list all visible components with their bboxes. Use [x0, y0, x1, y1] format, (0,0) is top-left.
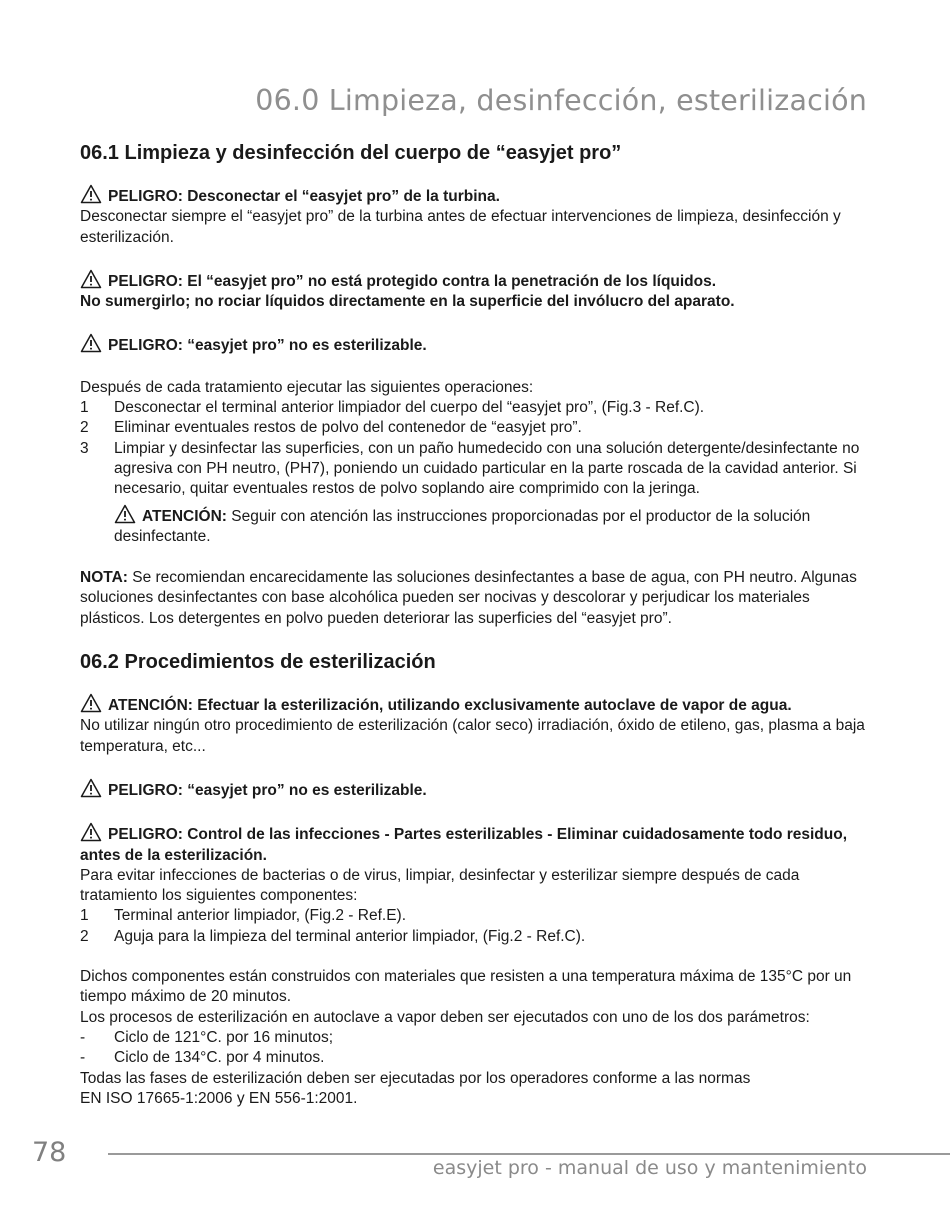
warning-triangle-icon	[114, 504, 136, 524]
danger-1-title: PELIGRO: Desconectar el “easyjet pro” de la turbina.	[108, 188, 500, 205]
standards-line-2: EN ISO 17665-1:2006 y EN 556-1:2001.	[80, 1089, 358, 1107]
list-number: 1	[80, 399, 89, 417]
danger-5-text: Para evitar infecciones de bacterias o de virus, limpiar, desinfectar y esterilizar siempre después de cada tratamiento los siguientes componentes:	[80, 866, 800, 905]
attention-label: ATENCIÓN:	[142, 507, 227, 525]
chapter-title: 06.0 Limpieza, desinfección, esterilización	[255, 84, 867, 117]
danger-2-text: No sumergirlo; no rociar líquidos directamente en la superficie del invólucro del aparato.	[80, 293, 735, 311]
list-number: 1	[80, 907, 89, 925]
list-bullet: -	[80, 1049, 86, 1067]
list-item	[80, 1048, 870, 1068]
temperature-paragraph: Dichos componentes están construidos con materiales que resisten a una temperatura máxima de 135°C por un tiempo máximo de 20 minutos.	[80, 968, 852, 1006]
page-number: 78	[32, 1137, 67, 1168]
warning-triangle-icon	[80, 269, 102, 289]
footer-manual-title: easyjet pro - manual de uso y mantenimiento	[432, 1157, 867, 1179]
note-label: NOTA:	[80, 569, 128, 587]
list-item	[80, 418, 870, 438]
list-number: 2	[80, 927, 89, 945]
list-text: Aguja para la limpieza del terminal anterior limpiador, (Fig.2 - Ref.C).	[114, 927, 586, 945]
list-number: 3	[80, 439, 89, 457]
list-item	[80, 398, 870, 418]
list-text: Limpiar y desinfectar las superficies, con un paño humedecido con una solución detergente/desinfectante no agresiva con PH neutro, (PH7), poniendo un cuidado particular en la parte roscada de la cavidad anterior. Si necesario, quitar eventuales restos de polvo soplando aire comprimido con la jeringa.	[114, 439, 860, 498]
warning-triangle-icon	[80, 778, 102, 798]
components-list	[80, 906, 870, 947]
page-content	[80, 140, 870, 1109]
attention-text: Seguir con atención las instrucciones proporcionadas por el productor de la solución desinfectante.	[114, 507, 811, 545]
list-text: Terminal anterior limpiador, (Fig.2 - Ref.E).	[114, 907, 407, 925]
danger-3-title: PELIGRO: “easyjet pro” no es esterilizable.	[108, 337, 427, 355]
operations-intro: Después de cada tratamiento ejecutar las siguientes operaciones:	[80, 378, 534, 396]
list-bullet: -	[80, 1028, 86, 1046]
danger-2-title: PELIGRO: El “easyjet pro” no está protegido contra la penetración de los líquidos.	[108, 272, 717, 290]
section-1-title: 06.1 Limpieza y desinfección del cuerpo de “easyjet pro”	[80, 142, 622, 164]
warning-triangle-icon	[80, 822, 102, 842]
list-item	[80, 439, 870, 500]
note-text: Se recomiendan encarecidamente las soluciones desinfectantes a base de agua, con PH neutro. Algunas soluciones desinfectantes con base alcohólica pueden ser nocivas y descolorar y perjudicar los materiales plásticos. Los detergentes en polvo pueden deteriorar las superficies del “easyjet pro”.	[80, 569, 857, 627]
attention-2-heading	[80, 693, 870, 716]
danger-4-heading	[80, 778, 870, 801]
standards-line-1: Todas las fases de esterilización deben ser ejecutadas por los operadores conforme a las normas	[80, 1069, 751, 1087]
danger-3-heading	[80, 333, 870, 356]
danger-5-heading	[80, 822, 870, 866]
list-item	[80, 906, 870, 926]
footer-divider	[108, 1153, 950, 1155]
danger-1-text: Desconectar siempre el “easyjet pro” de la turbina antes de efectuar intervenciones de limpieza, desinfección y esterilización.	[80, 208, 841, 246]
cycles-list	[80, 1028, 870, 1069]
note-paragraph	[80, 568, 870, 629]
operations-list	[80, 398, 870, 499]
warning-triangle-icon	[80, 184, 102, 204]
warning-triangle-icon	[80, 693, 102, 713]
attention-note	[114, 504, 870, 548]
danger-1-heading	[80, 184, 870, 207]
list-item	[80, 1028, 870, 1048]
danger-5-title: PELIGRO: Control de las infecciones - Partes esterilizables - Eliminar cuidadosamente todo residuo, antes de la esterilización.	[80, 826, 848, 864]
list-text: Desconectar el terminal anterior limpiador del cuerpo del “easyjet pro”, (Fig.3 - Ref.C).	[114, 399, 705, 417]
attention-2-text: No utilizar ningún otro procedimiento de esterilización (calor seco) irradiación, óxido de etileno, gas, plasma a baja temperatura, etc...	[80, 717, 865, 755]
section-2-title: 06.2 Procedimientos de esterilización	[80, 651, 436, 674]
list-number: 2	[80, 419, 89, 437]
parameters-paragraph: Los procesos de esterilización en autoclave a vapor deben ser ejecutados con uno de los dos parámetros:	[80, 1008, 810, 1026]
list-text: Ciclo de 134°C. por 4 minutos.	[114, 1049, 325, 1067]
list-item	[80, 927, 870, 947]
warning-triangle-icon	[80, 333, 102, 353]
danger-4-title: PELIGRO: “easyjet pro” no es esterilizable.	[108, 781, 427, 799]
danger-2-heading	[80, 269, 870, 292]
attention-2-title: ATENCIÓN: Efectuar la esterilización, utilizando exclusivamente autoclave de vapor de agua.	[108, 697, 792, 715]
list-text: Eliminar eventuales restos de polvo del contenedor de “easyjet pro”.	[114, 419, 582, 437]
list-text: Ciclo de 121°C. por 16 minutos;	[114, 1028, 334, 1046]
